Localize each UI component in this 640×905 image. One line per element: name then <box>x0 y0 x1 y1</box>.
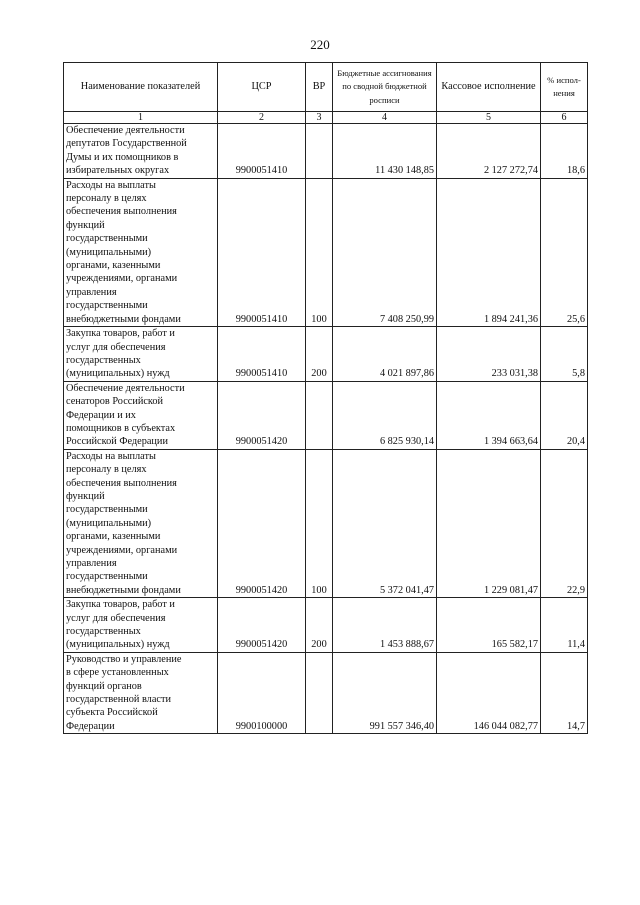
row-name-line: учреждениями, органами <box>66 544 178 556</box>
row-name-line: услуг для обеспечения <box>66 612 166 624</box>
row-name-line: государственными <box>66 300 148 312</box>
row-cash-cell: 1 229 081,47 <box>437 449 541 597</box>
row-vr-cell: 200 <box>306 327 333 382</box>
row-name-line: учреждениями, органами <box>66 273 178 285</box>
row-name-line: функций органов <box>66 680 142 692</box>
row-allocations-cell: 991 557 346,40 <box>333 652 437 733</box>
row-percent-cell: 22,9 <box>541 449 588 597</box>
row-cash-cell: 1 394 663,64 <box>437 381 541 449</box>
row-csr-cell: 9900051420 <box>218 598 306 653</box>
row-name-line: Российской Федерации <box>66 436 168 448</box>
row-name-line: Обеспечение деятельности <box>66 382 185 394</box>
row-vr-cell <box>306 381 333 449</box>
row-vr-cell <box>306 124 333 179</box>
row-percent-cell: 5,8 <box>541 327 588 382</box>
row-name-cell <box>64 178 218 326</box>
row-name-line: (муниципальных) нужд <box>66 368 170 380</box>
header-csr: ЦСР <box>218 63 306 112</box>
row-name-cell <box>64 381 218 449</box>
row-name-line: (муниципальными) <box>66 517 152 529</box>
row-cash-cell: 2 127 272,74 <box>437 124 541 179</box>
row-cash-cell: 165 582,17 <box>437 598 541 653</box>
row-name-line: услуг для обеспечения <box>66 341 166 353</box>
row-name-line: государственными <box>66 571 148 583</box>
row-allocations-cell: 11 430 148,85 <box>333 124 437 179</box>
row-csr-cell: 9900051410 <box>218 178 306 326</box>
table-row <box>64 124 588 179</box>
row-name-line: обеспечения выполнения <box>66 477 177 489</box>
row-csr-cell: 9900100000 <box>218 652 306 733</box>
row-cash-cell: 1 894 241,36 <box>437 178 541 326</box>
header-name: Наименование показателей <box>64 63 218 112</box>
row-allocations-cell: 1 453 888,67 <box>333 598 437 653</box>
row-vr-cell: 100 <box>306 178 333 326</box>
row-name-line: сенаторов Российской <box>66 396 164 408</box>
row-name-line: государственными <box>66 233 148 245</box>
row-percent-cell: 18,6 <box>541 124 588 179</box>
page-number: 220 <box>310 37 330 52</box>
row-csr-cell: 9900051410 <box>218 327 306 382</box>
row-percent-cell: 11,4 <box>541 598 588 653</box>
row-name-line: обеспечения выполнения <box>66 206 177 218</box>
row-name-line: функций <box>66 490 105 502</box>
row-allocations-cell: 6 825 930,14 <box>333 381 437 449</box>
row-vr-cell: 200 <box>306 598 333 653</box>
row-csr-cell: 9900051420 <box>218 381 306 449</box>
table-row <box>64 652 588 733</box>
row-name-line: персоналу в целях <box>66 464 147 476</box>
row-name-line: Федерации и их <box>66 409 136 421</box>
row-allocations-cell: 7 408 250,99 <box>333 178 437 326</box>
row-percent-cell: 25,6 <box>541 178 588 326</box>
row-name-cell <box>64 124 218 179</box>
row-name-cell <box>64 652 218 733</box>
column-number: 1 <box>64 112 218 124</box>
row-name-line: Расходы на выплаты <box>66 450 156 462</box>
row-name-line: управления <box>66 558 117 569</box>
row-name-line: депутатов Государственной <box>66 138 187 150</box>
header-percent: % испол-нения <box>541 63 588 112</box>
row-name-line: Закупка товаров, работ и <box>66 599 175 611</box>
row-vr-cell: 100 <box>306 449 333 597</box>
budget-execution-table <box>63 62 588 734</box>
column-number: 5 <box>437 112 541 124</box>
row-name-line: функций <box>66 219 105 231</box>
table-row <box>64 327 588 382</box>
row-cash-cell: 146 044 082,77 <box>437 652 541 733</box>
table-row <box>64 178 588 326</box>
header-cash: Кассовое исполнение <box>437 63 541 112</box>
row-name-line: Обеспечение деятельности <box>66 125 185 136</box>
row-name-line: помощников в субъектах <box>66 422 176 434</box>
header-vr: ВР <box>306 63 333 112</box>
row-name-cell <box>64 327 218 382</box>
row-name-line: государственной власти <box>66 694 171 706</box>
row-name-line: Руководство и управление <box>66 653 182 665</box>
row-csr-cell: 9900051420 <box>218 449 306 597</box>
row-percent-cell: 20,4 <box>541 381 588 449</box>
row-cash-cell: 233 031,38 <box>437 327 541 382</box>
row-name-line: Расходы на выплаты <box>66 179 156 191</box>
row-name-line: (муниципальными) <box>66 246 152 258</box>
row-allocations-cell: 5 372 041,47 <box>333 449 437 597</box>
row-name-line: избирательных округах <box>66 165 170 177</box>
row-name-line: государственных <box>66 626 141 638</box>
row-allocations-cell: 4 021 897,86 <box>333 327 437 382</box>
row-name-line: управления <box>66 286 117 298</box>
row-percent-cell: 14,7 <box>541 652 588 733</box>
row-name-line: государственных <box>66 354 141 366</box>
row-name-line: Закупка товаров, работ и <box>66 328 175 340</box>
table-body <box>64 124 588 734</box>
row-name-line: внебюджетными фондами <box>66 584 181 596</box>
row-name-cell <box>64 449 218 597</box>
column-number: 6 <box>541 112 588 124</box>
row-vr-cell <box>306 652 333 733</box>
row-name-cell <box>64 598 218 653</box>
table-row <box>64 449 588 597</box>
row-name-line: Думы и их помощников в <box>66 151 179 163</box>
row-name-line: внебюджетными фондами <box>66 313 181 325</box>
row-name-line: персоналу в целях <box>66 193 147 205</box>
column-number-row <box>64 112 588 124</box>
row-name-line: органами, казенными <box>66 531 161 543</box>
header-allocations: Бюджетные ассигнования по сводной бюджетной росписи <box>333 63 437 112</box>
table-row <box>64 598 588 653</box>
row-name-line: Федерации <box>66 720 115 732</box>
row-name-line: государственными <box>66 504 148 516</box>
row-name-line: в сфере установленных <box>66 667 169 679</box>
column-number: 3 <box>306 112 333 124</box>
table-header-row <box>64 63 588 112</box>
row-csr-cell: 9900051410 <box>218 124 306 179</box>
column-number: 2 <box>218 112 306 124</box>
table-row <box>64 381 588 449</box>
row-name-line: органами, казенными <box>66 260 161 272</box>
row-name-line: субъекта Российской <box>66 707 158 719</box>
column-number: 4 <box>333 112 437 124</box>
row-name-line: (муниципальных) нужд <box>66 639 170 651</box>
